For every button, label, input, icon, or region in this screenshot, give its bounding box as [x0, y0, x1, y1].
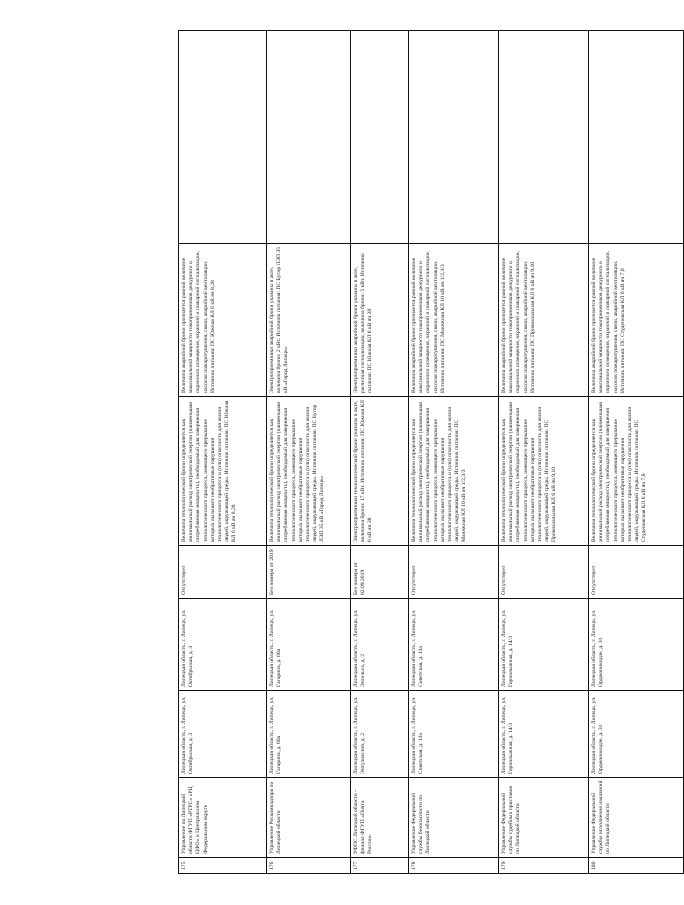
act-date-cell: Отсутствует: [179, 546, 267, 599]
empty-cell: [409, 31, 499, 244]
address-cell: Липецкая область, г. Липецк, ул. Орджоникидзе, д. 31: [589, 691, 684, 778]
organization-cell: Управление по Липецкой области ФГУП «РТРС» «РЦ ЦФО» и Центральном Федеральном округе: [179, 778, 267, 858]
address-cell: Липецкая область, г. Липецк, ул. Гагарина, д. 60а: [267, 691, 351, 778]
row-number: 178: [409, 858, 499, 874]
location-cell: Липецкая область, г. Липецк, ул. Октябрьская, д. 3: [179, 599, 267, 691]
table-row: [589, 31, 684, 874]
organization-cell: УФПС Липецкой области – филиал ФГУП «Почта России»: [351, 778, 409, 858]
technological-reserve-cell: Величина технологической брони определяется как минимальный расход электрической энергии (наименьшая потребляемая мощность), необходимый для завершения технологического процесса, имеющего прерывание которых вызывает необратимые нарушения технологического процесса и (или) опасность для жизни людей, окружающей среды. Источник питания: ПС Студеновская КЛ 6 кВ яч 7,8: [589, 397, 684, 546]
organization-cell: Управление Федеральной службы безопасности по Липецкой области: [409, 778, 499, 858]
row-number: 177: [351, 858, 409, 874]
row-number: 179: [499, 858, 589, 874]
row-number: 175: [179, 858, 267, 874]
act-date-cell: Отсутствует: [589, 546, 684, 599]
emergency-reserve-cell: Величина аварийной брони признается равной величине максимальной мощности токоприемников дежурного и охранного освещения, охранной и пожарной сигнализации, насосов пожаротушения, связи, аварийной вентиляции. Источник питания: ПС Манежная КЛ 10 кВ яч 1/2,3/3: [409, 244, 499, 397]
technological-reserve-cell: Величина технологической брони определяется как минимальный расход электрической энергии (наименьшая потребляемая мощность), необходимый для завершения технологического процесса, имеющего прерывание которых вызывает необратимые нарушения технологического процесса и (или) опасность для жизни людей, окружающей среды. Источник питания: ПС Южная КЛ 6 кВ яч 8,28: [179, 397, 267, 546]
emergency-reserve-cell: Величина аварийной брони признается равной величине максимальной мощности токоприемников дежурного и охранного освещения, охранной и пожарной сигнализации, насосов пожаротушения, связи, аварийной вентиляции. Источник питания: ПС Привокзальная КЛ 6 кВ яч 9,10: [499, 244, 589, 397]
empty-cell: [351, 31, 409, 244]
table-row: [267, 31, 351, 874]
location-cell: Липецкая область, г. Липецк, ул. Горнолыжная, д. 14/3: [499, 599, 589, 691]
act-date-cell: Отсутствует: [409, 546, 499, 599]
data-table: [178, 30, 684, 874]
empty-cell: [499, 31, 589, 244]
empty-cell: [267, 31, 351, 244]
emergency-reserve-cell: Величина аварийной брони признается равной величине максимальной мощности токоприемников дежурного и охранного освещения, охранной и пожарной сигнализации, насосов пожаротушения, связи, аварийной вентиляции. Источник питания: ПС Студеновская КЛ 6 кВ яч 7,8: [589, 244, 684, 397]
location-cell: Липецкая область, г. Липецк, ул. Орджоникидзе, д. 31: [589, 599, 684, 691]
table-row: [179, 31, 267, 874]
empty-cell: [589, 31, 684, 244]
emergency-reserve-cell: Электроприемники аварийной брони указаны в акте, величина брони: 2 кВт. Источник питания: ПС Бугор ЛЭП 35 кВ «Город Липецк»: [267, 244, 351, 397]
address-cell: Липецкая область, г. Липецк, ул. Горнолыжная, д. 14/3: [499, 691, 589, 778]
address-cell: Липецкая область, г. Липецк, ул. Советская, д. 13а: [409, 691, 499, 778]
table-row: [409, 31, 499, 874]
organization-cell: Управление Роскомнадзора по Липецкой области: [267, 778, 351, 858]
row-number: 176: [267, 858, 351, 874]
row-number: 180: [589, 858, 684, 874]
technological-reserve-cell: Величина технологической брони определяется как минимальный расход электрической энергии (наименьшая потребляемая мощность), необходимый для завершения технологического процесса, имеющего прерывание которых вызывает необратимые нарушения технологического процесса и (или) опасность для жизни людей, окружающей среды. Источник питания: ПС Привокзальная КЛ 6 кВ яч 9,10: [499, 397, 589, 546]
location-cell: Липецкая область, г. Липецк, ул. Гагарина, д. 60а: [267, 599, 351, 691]
organization-cell: Управление Федеральной службы исполнения наказаний по Липецкой области: [589, 778, 684, 858]
address-cell: Липецкая область, г. Липецк, ул. Энтузиастов, д. 2: [351, 691, 409, 778]
address-cell: Липецкая область, г. Липецк, ул. Октябрьская, д. 3: [179, 691, 267, 778]
emergency-reserve-cell: Электроприемники аварийной брони указаны в акте, расчетная сигнализации, величина брони: 5 кВт. Источник питания: ПС Южная КЛ 6 кВ яч 38: [351, 244, 409, 397]
technological-reserve-cell: Величина технологической брони определяется как минимальный расход электрической энергии (наименьшая потребляемая мощность), необходимый для завершения технологического процесса, имеющего прерывание которых вызывает необратимые нарушения технологического процесса и (или) опасность для жизни людей, окружающей среды. Источник питания: ПС Бугор ЛЭП 35 кВ «Город Липецк»: [267, 397, 351, 546]
technological-reserve-cell: Электроприемники технологической брони указаны в акте, величина брони: 17 кВт. Источник питания: ПС Южная КЛ 6 кВ яч 38: [351, 397, 409, 546]
organization-cell: Управление Федеральной службы судебных приставов по Липецкой области: [499, 778, 589, 858]
location-cell: Липецкая область, г. Липецк, ул. Энгельса, д. 2: [351, 599, 409, 691]
act-date-cell: Без номера от 2019: [267, 546, 351, 599]
act-date-cell: Без номера от 02.09.2019: [351, 546, 409, 599]
technological-reserve-cell: Величина технологической брони определяется как минимальный расход электрической энергии (наименьшая потребляемая мощность), необходимый для завершения технологического процесса, имеющего прерывание которых вызывает необратимые нарушения технологического процесса и (или) опасность для жизни людей, окружающей среды. Источник питания: ПС Манежная КЛ 10 кВ яч 1/2,3/3: [409, 397, 499, 546]
act-date-cell: Отсутствует: [499, 546, 589, 599]
emergency-reserve-cell: Величина аварийной брони признается равной величине максимальной мощности токоприемников дежурного и охранного освещения, охранной и пожарной сигнализации, насосов пожаротушения, связи, аварийной вентиляции. Источник питания: ПС Южная КЛ 6 кВ яч 8,28: [179, 244, 267, 397]
empty-cell: [179, 31, 267, 244]
location-cell: Липецкая область, г. Липецк, ул. Советская, д. 13а: [409, 599, 499, 691]
table-row: [499, 31, 589, 874]
table-row: [351, 31, 409, 874]
